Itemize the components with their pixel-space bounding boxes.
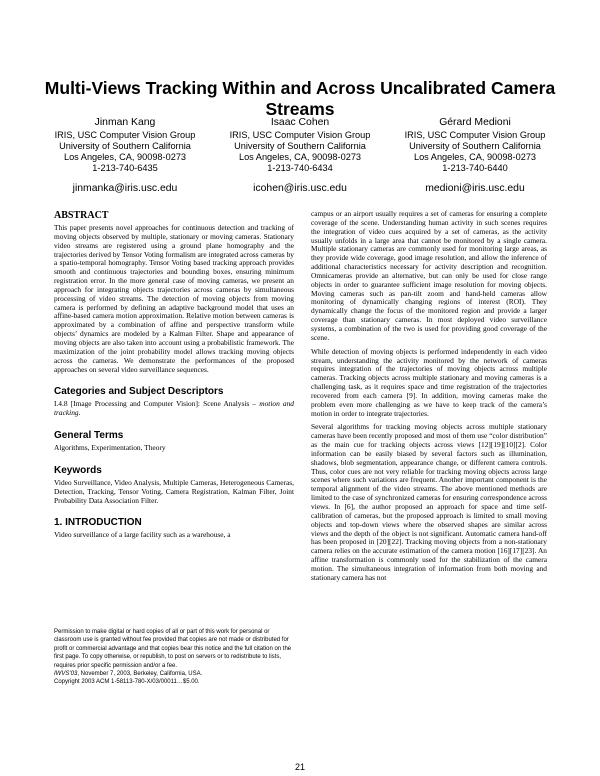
author-1 [40,117,210,194]
author-university: University of Southern California [234,141,366,151]
introduction-heading: 1. INTRODUCTION [54,517,142,529]
author-phone: 1-213-740-6435 [92,163,158,173]
general-terms-heading: General Terms [54,430,124,442]
venue-details: , November 7, 2003, Berkeley, California, USA. [77,671,203,678]
right-column [311,210,547,588]
author-address: Los Angeles, CA, 90098-0273 [238,152,362,162]
author-address: Los Angeles, CA, 90098-0273 [63,152,187,162]
categories-heading: Categories and Subject Descriptors [54,386,224,398]
body-paragraph: campus or an airport usually requires a set of cameras for ensuring a complete coverage of the scene. Understanding human activity in such scenes requires the integration of video cues acquired by a set of cameras, as the activity usually unfolds in a large area that cannot be monitored by a single camera. Multiple stationary cameras are commonly used for monitoring large areas, as they provide wide coverage, good image resolution, and allow the inference of additional characteristics necessary for activity description and recognition. Omnicameras provide an alternative, but can only be used for close range objects in order to guarantee sufficient image resolution for moving objects. Moving cameras such as pan-tilt zoom and hand-held cameras allow monitoring of dynamically changing regions of interest (ROI). They dynamically change the focus of the monitored region and provide a larger coverage than stationary cameras. In most deployed video surveillance systems, a combination of the two is used for providing good coverage of the scene. [311,209,547,342]
author-university: University of Southern California [409,141,541,151]
author-name: Jinman Kang [94,117,156,128]
author-affiliation: IRIS, USC Computer Vision Group [229,130,371,140]
author-email[interactable]: jinmanka@iris.usc.edu [72,183,178,194]
author-phone: 1-213-740-6440 [442,163,508,173]
author-3 [390,117,560,194]
permission-text: Permission to make digital or hard copies of all or part of this work for personal or classroom use is granted without fee provided that copies are not made or distributed for profit or commercial advantage and that copies bear this notice and the full citation on the first page. To copy otherwise, or republish, to post on servers or to redistribute to lists, requires prior specific permission and/or a fee. [54,629,292,669]
author-affiliation: IRIS, USC Computer Vision Group [404,130,546,140]
general-terms-text: Algorithms, Experimentation, Theory [54,443,166,453]
author-phone: 1-213-740-6434 [267,163,333,173]
author-name: Isaac Cohen [270,117,330,128]
author-email[interactable]: medioni@iris.usc.edu [425,183,525,194]
abstract-text: This paper presents novel approaches for continuous detection and tracking of moving objects observed by multiple, stationary or moving cameras. Stationary video streams are registered using a ground plane homography and the trajectories derived by Tensor Voting formalism are integrated across cameras by a spatio-temporal homography. Tensor Voting based tracking approach provides smooth and continuous trajectories and bounding boxes, ensuring minimum registration error. In the more general case of moving cameras, we present an approach for integrating objects trajectories across cameras by simultaneous processing of video streams. The detection of moving objects from moving camera is performed by defining an adaptive background model that uses an affine-based camera motion approximation. Relative motion between cameras is approximated by a combination of affine and perspective transform while objects’ dynamics are modeled by a Kalman Filter. Shape and appearance of moving objects are also taken into account using a probabilistic framework. The maximization of the joint probability model allows tracking moving objects across the cameras. We demonstrate the performances of the proposed approaches on several video surveillance sequences. [54,223,294,374]
abstract-heading: ABSTRACT [54,210,109,221]
left-column [54,210,294,545]
body-paragraph: Several algorithms for tracking moving objects across multiple stationary cameras have been recently proposed and most of them use “color distribution” as the main cue for tracking objects across views [12][19][10][2]. Color information can be easily biased by several factors such as illumination, shadows, blob segmentation, appearance change, or different camera controls. Thus, color cues are not very reliable for tracking moving objects across large scenes where such variations are frequent. Another important component is the temporal alignment of the video streams. The above mentioned methods are limited to the case of synchronized cameras for ensuring correspondence across views. In [6], the author proposed an approach for space and time self-calibration of cameras, but the proposed approach is limited to small moving objects and top-down views where the observed shapes are similar across views and the depth of the object is not significant. Automatic camera hand-off has been proposed in [20][22]. Tracking moving objects from a non-stationary camera relies on the accurate estimation of the camera motion [16][17][23]. An affine transformation is commonly used for the stabilization of the camera motion. The simultaneous integration of information from both moving and stationary camera has not [311,422,547,582]
introduction-text: Video surveillance of a large facility such as a warehouse, a [54,530,231,540]
author-name: Gérard Medioni [439,117,511,128]
keywords-heading: Keywords [54,464,102,476]
author-2 [215,117,385,194]
page-number: 21 [294,762,305,772]
author-affiliation: IRIS, USC Computer Vision Group [54,130,196,140]
permission-notice [54,628,294,687]
paper-title: Multi-Views Tracking Within and Across Uncalibrated Camera Streams [44,78,556,119]
categories-text [54,400,294,418]
keywords-text: Video Surveillance, Video Analysis, Multiple Cameras, Heterogeneous Cameras, Detection, Tracking, Tensor Voting, Camera Registration, Kalman Filter, Joint Probability Data Association Filter. [54,477,294,505]
author-address: Los Angeles, CA, 90098-0273 [413,152,537,162]
categories-italic: motion and tracking. [54,399,294,418]
venue-name: IWVS’03 [54,671,78,678]
categories-main: I.4.8 [Image Processing and Computer Vision]: Scene Analysis – [54,399,257,409]
author-university: University of Southern California [59,141,191,151]
body-paragraph: While detection of moving objects is performed independently in each video stream, understanding the activity monitored by the network of cameras requires integration of the trajectories of moving objects across multiple cameras. Tracking objects across multiple stationary and moving cameras is a challenging task, as it requires space and time registration of the trajectories recovered from each camera [9]. In addition, moving cameras make the problem even more challenging as we have to keep track of the camera’s motion in order to integrate trajectories. [311,346,547,418]
venue-line [54,670,294,678]
author-email[interactable]: icohen@iris.usc.edu [253,183,347,194]
copyright-line: Copyright 2003 ACM 1-58113-780-X/03/00011…$5.00. [54,679,200,686]
